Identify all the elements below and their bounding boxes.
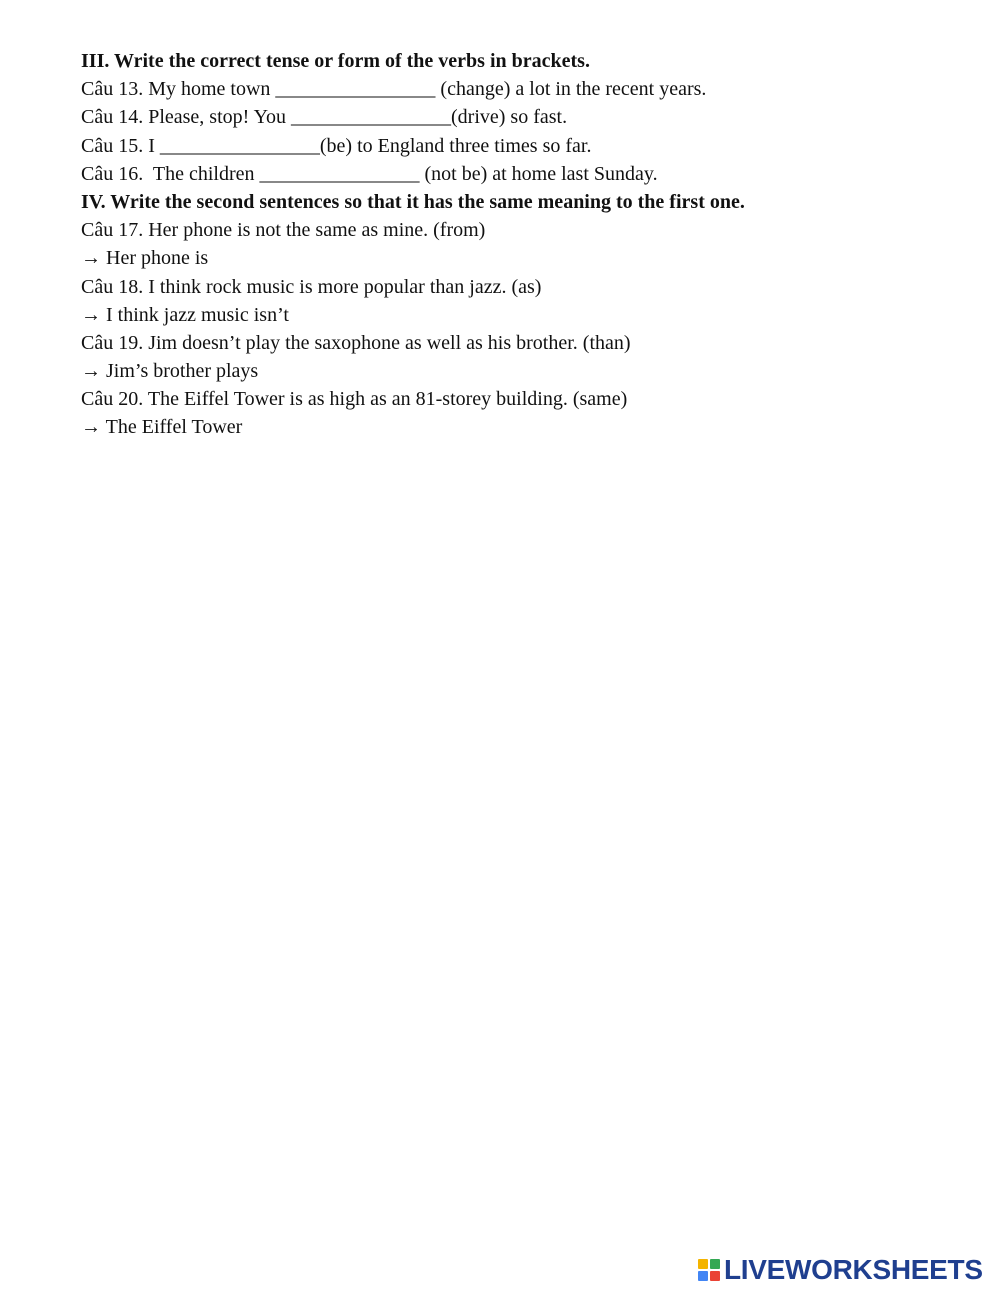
section-4-heading: IV. Write the second sentences so that it has the same meaning to the first one. <box>81 190 745 213</box>
logo-mark-square-e <box>710 1271 720 1281</box>
logo-mark-square-l <box>698 1259 708 1269</box>
question-17: Câu 17. Her phone is not the same as mine. (from) <box>81 219 486 242</box>
question-16: Câu 16. The children ________________ (not be) at home last Sunday. <box>81 162 658 185</box>
logo-mark-icon <box>698 1259 720 1281</box>
question-13: Câu 13. My home town ________________ (change) a lot in the recent years. <box>81 78 707 101</box>
logo-mark-square-i <box>710 1259 720 1269</box>
logo-text: LIVEWORKSHEETS <box>724 1254 983 1285</box>
answer-18: → I think jazz music isn’t <box>81 303 289 326</box>
worksheet-content <box>81 47 961 442</box>
answer-20: → The Eiffel Tower <box>81 416 243 439</box>
answer-17: → Her phone is <box>81 247 209 270</box>
question-15: Câu 15. I ________________(be) to England three times so far. <box>81 134 592 157</box>
question-20: Câu 20. The Eiffel Tower is as high as an 81-storey building. (same) <box>81 388 628 411</box>
question-18: Câu 18. I think rock music is more popular than jazz. (as) <box>81 275 542 298</box>
answer-19: → Jim’s brother plays <box>81 360 259 383</box>
question-19: Câu 19. Jim doesn’t play the saxophone as well as his brother. (than) <box>81 331 631 354</box>
section-3-heading: III. Write the correct tense or form of the verbs in brackets. <box>81 50 590 72</box>
logo-mark-square-v <box>698 1271 708 1281</box>
question-14: Câu 14. Please, stop! You ________________(drive) so fast. <box>81 106 568 129</box>
liveworksheets-logo <box>698 1253 983 1287</box>
